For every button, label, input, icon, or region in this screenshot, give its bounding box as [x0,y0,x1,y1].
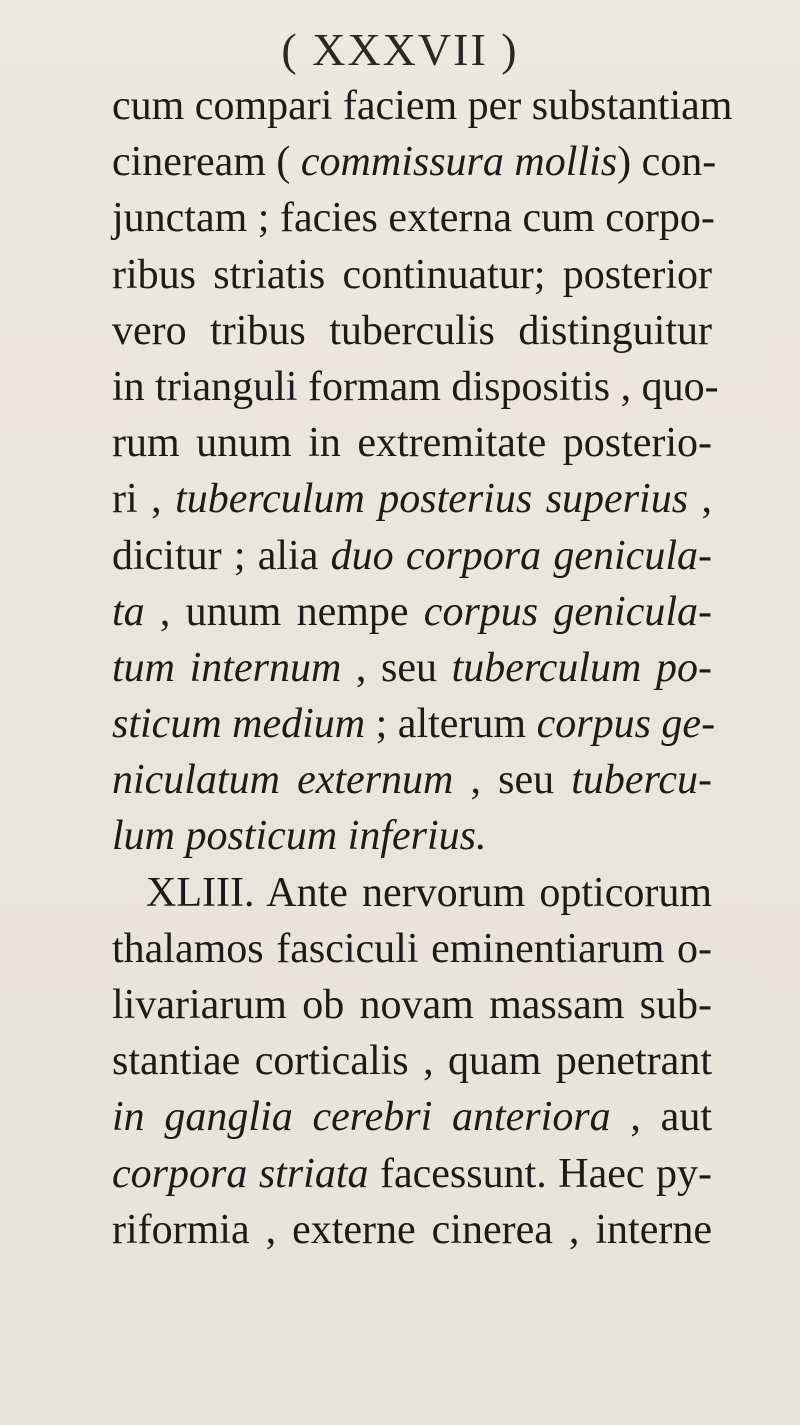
text-line [112,808,712,864]
text-segment: ; alterum [365,701,537,748]
italic-segment: tuberculum po- [451,644,712,691]
italic-segment: tum internum [112,644,342,691]
text-line [112,1202,712,1258]
text-segment: cum compari faciem per substantiam [112,83,733,129]
italic-segment: sticum medium [112,701,366,748]
text-line [112,1146,712,1202]
text-segment: , [688,476,713,523]
italic-segment: tubercu- [571,757,712,804]
text-line [112,190,715,246]
text-line [112,1033,712,1089]
text-segment: ri , [112,476,176,523]
text-line [112,415,712,471]
text-segment: , seu [453,757,572,804]
text-segment: stantiae corticalis , quam penetrant [112,1038,712,1085]
text-segment: junctam ; facies externa cum corpo- [112,195,715,242]
text-segment: facessunt. Haec py- [368,1150,712,1197]
body-text [112,78,733,1258]
italic-segment: corpora striata [112,1150,369,1197]
text-line [112,528,712,584]
text-line [112,640,712,696]
text-line [112,471,712,527]
text-line [112,921,712,977]
text-segment: , unum nempe [144,588,424,635]
page-header: ( XXXVII ) [281,24,519,75]
text-segment: dicitur ; alia [112,532,331,579]
text-segment: in trianguli formam dispositis , quo- [112,363,719,410]
text-segment: riformia , externe cinerea , interne [112,1206,712,1253]
text-segment: vero tribus tuberculis distinguitur [112,307,712,354]
text-segment: ribus striatis continuatur; posterior [112,251,712,298]
italic-segment: in ganglia cerebri anteriora [112,1094,611,1141]
italic-segment: corpus ge- [536,701,716,748]
text-line [112,865,712,921]
italic-segment: tuberculum posterius superius [175,476,689,523]
italic-segment: corpus geniculа- [423,588,712,635]
text-line [112,303,712,359]
italic-segment: niculatum externum [112,757,454,804]
text-line [112,359,719,415]
text-segment: , seu [341,644,452,691]
text-segment: cineream ( [112,139,301,186]
text-line [112,78,733,134]
text-segment: , aut [610,1094,712,1141]
text-segment: rum unum in extremitate posterio- [112,420,712,467]
text-segment: ) con- [617,139,717,186]
text-line [112,1089,712,1145]
text-segment: thalamos fasciculi eminentiarum o- [112,925,712,972]
italic-segment: commissura mollis [300,139,618,186]
italic-segment: duo corpora genicula- [330,532,712,579]
text-line [112,134,717,190]
italic-segment: lum posticum inferius. [112,813,487,860]
text-line [112,584,712,640]
text-line [112,977,712,1033]
text-line [112,752,712,808]
text-segment: XLIII. Ante nervorum opticorum [146,869,712,916]
text-segment: livariarum ob novam massam sub- [112,982,712,1028]
text-line [112,696,716,752]
text-line [112,247,712,303]
italic-segment: ta [112,588,145,635]
